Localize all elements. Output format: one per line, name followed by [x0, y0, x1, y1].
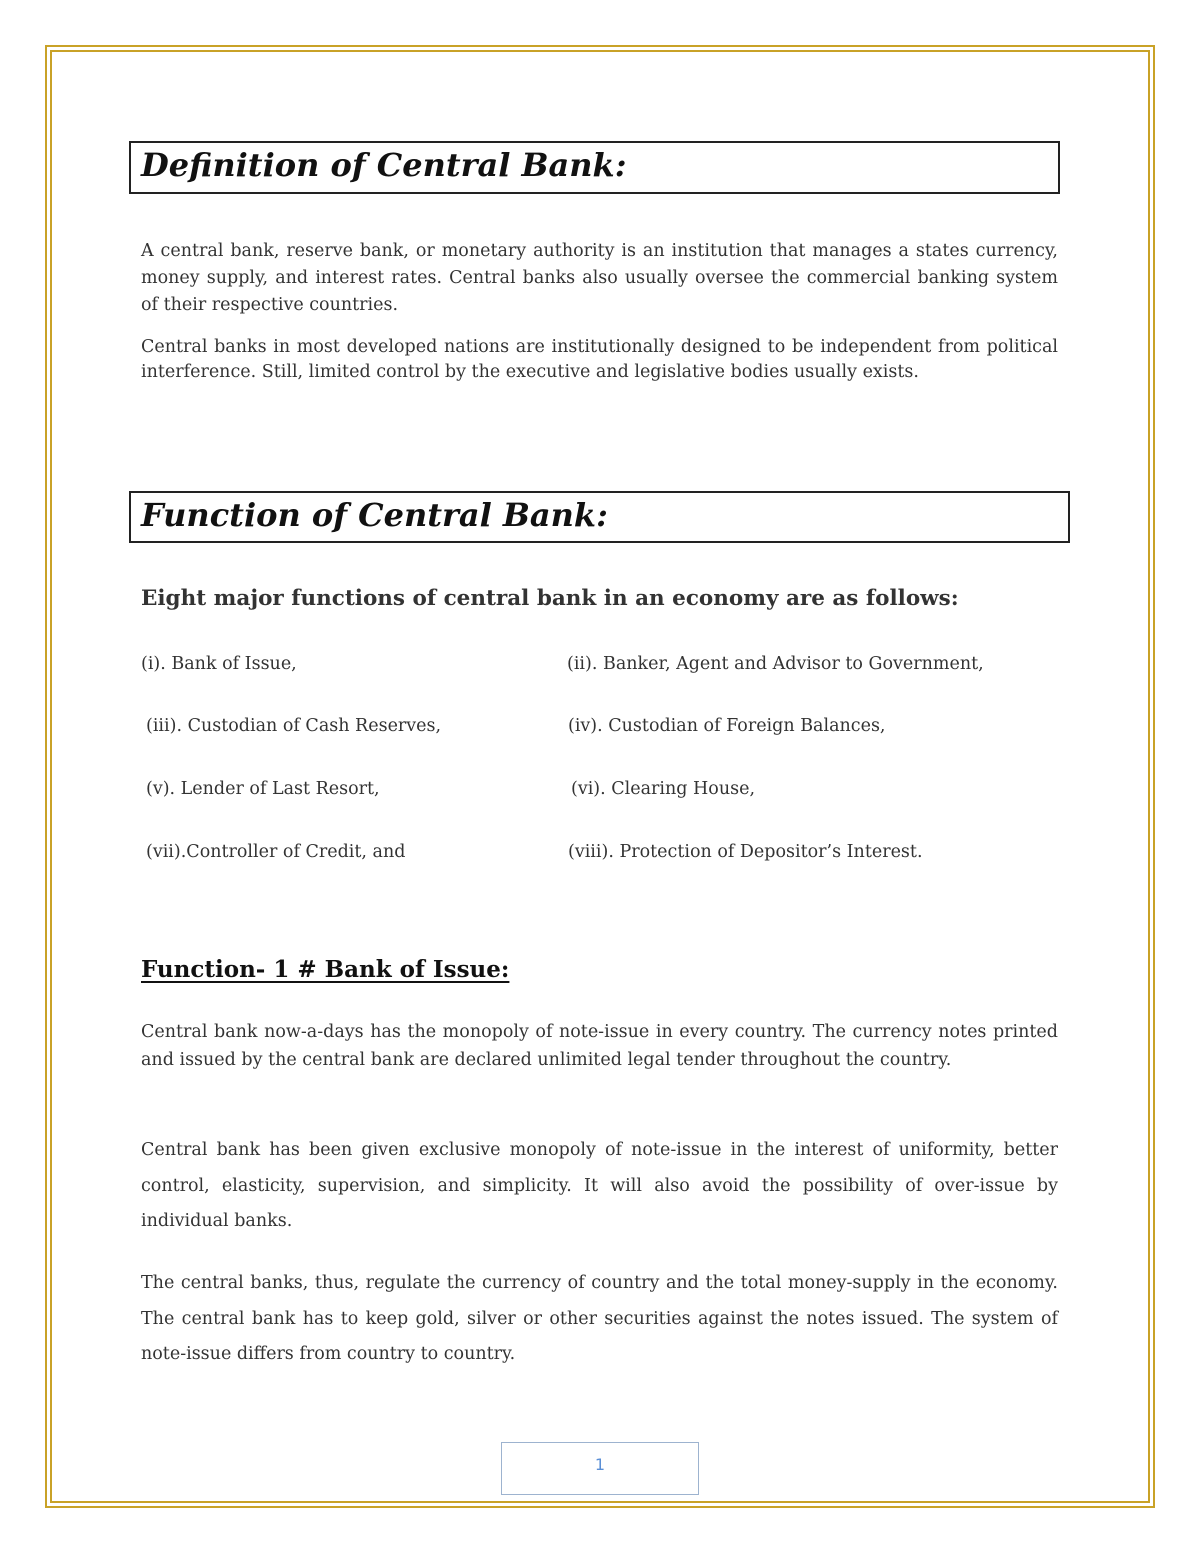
- function-heading: Function of Central Bank:: [129, 491, 1070, 543]
- page-number: 1: [501, 1442, 699, 1495]
- function-1-title: Function- 1 # Bank of Issue:: [141, 956, 510, 983]
- definition-paragraph-1: A central bank, reserve bank, or monetary authority is an institution that manages a states currency, money supply, and interest rates. Central banks also usually oversee the commercial banking system of their respective countries.: [141, 241, 1058, 315]
- function-item-3: (iii). Custodian of Cash Reserves,: [146, 716, 442, 736]
- function-item-2: (ii). Banker, Agent and Advisor to Government,: [567, 654, 984, 674]
- function-item-7: (vii).Controller of Credit, and: [146, 842, 406, 862]
- definition-paragraph-2: Central banks in most developed nations are institutionally designed to be independent from political interference. Still, limited control by the executive and legislative bodies usually exists.: [141, 337, 1058, 382]
- function-item-1: (i). Bank of Issue,: [141, 654, 297, 674]
- function-item-5: (v). Lender of Last Resort,: [146, 779, 380, 799]
- function-item-6: (vi). Clearing House,: [571, 779, 756, 799]
- definition-heading: Definition of Central Bank:: [129, 141, 1060, 194]
- function-item-4: (iv). Custodian of Foreign Balances,: [568, 716, 886, 736]
- functions-intro: Eight major functions of central bank in an economy are as follows:: [141, 586, 959, 611]
- function-1-paragraph-2: Central bank has been given exclusive monopoly of note-issue in the interest of uniformity, better control, elasticity, supervision, and simplicity. It will also avoid the possibility of over-issue by individual banks.: [141, 1140, 1058, 1231]
- function-item-8: (viii). Protection of Depositor’s Interest.: [568, 842, 923, 862]
- function-1-paragraph-1: Central bank now-a-days has the monopoly of note-issue in every country. The currency notes printed and issued by the central bank are declared unlimited legal tender throughout the country.: [141, 1022, 1058, 1070]
- function-1-paragraph-3: The central banks, thus, regulate the currency of country and the total money-supply in the economy. The central bank has to keep gold, silver or other securities against the notes issued. The system of note-issue differs from country to country.: [141, 1273, 1058, 1364]
